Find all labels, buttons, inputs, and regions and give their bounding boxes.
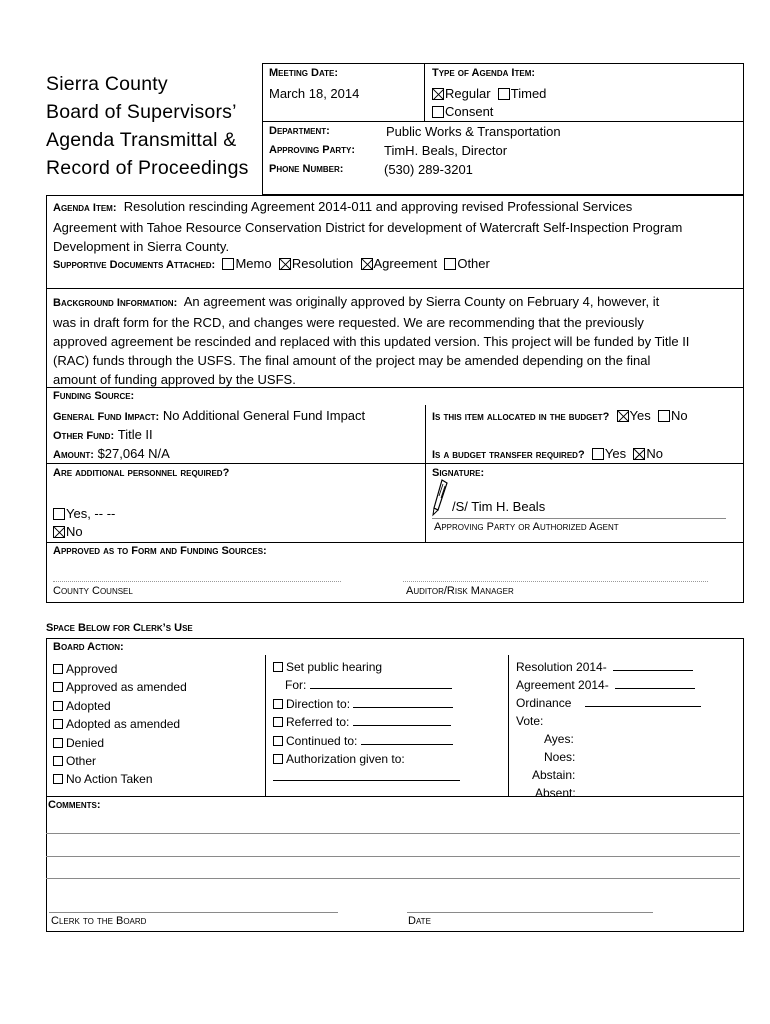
- approving-agent-label: Approving Party or Authorized Agent: [434, 521, 619, 533]
- abstain-label: Abstain:: [532, 768, 576, 782]
- agreement-number-label: Agreement 2014-: [516, 678, 609, 692]
- clerk-signature-line[interactable]: [49, 912, 338, 913]
- budget-alloc-no-checkbox[interactable]: [658, 410, 670, 422]
- background-text: was in draft form for the RCD, and changes were requested. We are recommending that the previously: [53, 315, 644, 330]
- continued-checkbox[interactable]: [273, 736, 283, 746]
- title-line: Board of Supervisors’: [46, 101, 237, 123]
- regular-label: Regular: [445, 86, 491, 101]
- for-label: For:: [285, 678, 307, 693]
- pen-icon: [430, 478, 450, 518]
- action-label: Approved: [66, 662, 118, 676]
- comments-line[interactable]: [46, 856, 740, 857]
- budget-alloc-yes-checkbox[interactable]: [617, 410, 629, 422]
- phone-number: (530) 289-3201: [384, 162, 473, 177]
- set-hearing-checkbox[interactable]: [273, 662, 283, 672]
- other-action-checkbox[interactable]: [53, 756, 63, 766]
- continued-label: Continued to:: [286, 733, 358, 748]
- yes-label: Yes: [629, 408, 651, 423]
- budget-transfer: [432, 446, 663, 461]
- agreement-number-field[interactable]: [615, 677, 695, 689]
- budget-transfer-label: Is a budget transfer required?: [432, 449, 585, 461]
- clerk-use-label: Space Below for Clerk’s Use: [46, 622, 193, 634]
- other-fund-label: Other Fund:: [53, 430, 115, 442]
- vote-label: Vote:: [516, 714, 544, 728]
- county-counsel-label: County Counsel: [53, 585, 133, 597]
- budget-transfer-no-checkbox[interactable]: [633, 448, 645, 460]
- title-line: Record of Proceedings: [46, 157, 249, 179]
- agenda-item-text: Agreement with Tahoe Resource Conservation District for development of Watercraft Self-Inspection Program: [53, 220, 683, 235]
- background-text: An agreement was originally approved by Sierra County on February 4, however, it: [183, 294, 660, 309]
- referred-checkbox[interactable]: [273, 717, 283, 727]
- personnel-label: Are additional personnel required?: [53, 467, 230, 479]
- title-line: Agenda Transmittal &: [46, 129, 237, 151]
- personnel-no-checkbox[interactable]: [53, 526, 65, 538]
- funding-source-label: Funding Source:: [53, 390, 135, 402]
- agenda-item-text: Development in Sierra County.: [53, 239, 230, 254]
- memo-label: Memo: [235, 256, 272, 271]
- amount-value: $27,064 N/A: [97, 446, 170, 461]
- department-label: Department:: [269, 125, 330, 137]
- no-label: No: [670, 408, 688, 423]
- action-label: Adopted: [66, 698, 111, 713]
- approved-checkbox[interactable]: [53, 664, 63, 674]
- no-action-checkbox[interactable]: [53, 774, 63, 784]
- department: Public Works & Transportation: [386, 124, 561, 139]
- meeting-date: March 18, 2014: [269, 86, 360, 101]
- yes-label: Yes: [604, 446, 627, 461]
- agreement-checkbox[interactable]: [361, 258, 373, 270]
- approved-amended-checkbox[interactable]: [53, 682, 63, 692]
- background-text: amount of funding approved by the USFS.: [53, 372, 296, 387]
- set-hearing-label: Set public hearing: [286, 660, 383, 674]
- other-fund: [53, 427, 153, 442]
- ayes-label: Ayes:: [544, 732, 574, 746]
- no-label: No: [646, 446, 663, 461]
- regular-checkbox[interactable]: [432, 88, 444, 100]
- other-checkbox[interactable]: [444, 258, 456, 270]
- agenda-type-label: Type of Agenda Item:: [432, 67, 536, 79]
- resolution-label: Resolution: [291, 256, 354, 271]
- background-info: [53, 292, 743, 389]
- action-label: Adopted as amended: [66, 717, 181, 732]
- amount: [53, 446, 170, 461]
- consent-checkbox[interactable]: [432, 106, 444, 118]
- general-fund-impact: [53, 408, 365, 423]
- agenda-item-text: Resolution rescinding Agreement 2014-011 and approving revised Professional Services: [123, 199, 633, 214]
- agreement-label: Agreement: [373, 256, 438, 271]
- other-label: Other: [457, 256, 490, 271]
- authorization-field[interactable]: [273, 780, 460, 781]
- clerk-label: Clerk to the Board: [51, 915, 147, 927]
- direction-field[interactable]: [353, 696, 453, 708]
- signature-label: Signature:: [432, 467, 485, 479]
- budget-transfer-yes-checkbox[interactable]: [592, 448, 604, 460]
- agenda-item-label: Agenda Item:: [53, 202, 117, 214]
- noes-label: Noes:: [544, 750, 576, 764]
- board-action-list: [53, 660, 187, 789]
- approving-party-label: Approving Party:: [269, 144, 356, 156]
- direction-checkbox[interactable]: [273, 699, 283, 709]
- action-label: Other: [66, 754, 97, 769]
- consent-label: Consent: [445, 104, 494, 119]
- agenda-type-options: [432, 86, 546, 101]
- timed-label: Timed: [510, 86, 547, 101]
- personnel-yes-checkbox[interactable]: [53, 508, 65, 520]
- form-title: [46, 70, 249, 182]
- budget-allocated: [432, 408, 688, 423]
- hearing-directions: [273, 658, 453, 768]
- action-label: Approved as amended: [66, 680, 187, 695]
- resolution-number-field[interactable]: [613, 659, 693, 671]
- resolution-number-label: Resolution 2014-: [516, 660, 607, 674]
- referred-label: Referred to:: [286, 715, 350, 730]
- action-label: No Action Taken: [66, 772, 153, 787]
- budget-alloc-label: Is this item allocated in the budget?: [432, 411, 610, 423]
- adopted-checkbox[interactable]: [53, 701, 63, 711]
- background-text: approved agreement be rescinded and replaced with this updated version. This project will be funded by Title II: [53, 334, 690, 349]
- timed-checkbox[interactable]: [498, 88, 510, 100]
- supporting-docs-label: Supportive Documents Attached:: [53, 259, 216, 271]
- supporting-documents: [53, 256, 490, 271]
- signature-value: /S/ Tim H. Beals: [452, 499, 546, 514]
- adopted-amended-checkbox[interactable]: [53, 719, 63, 729]
- record-numbers: [516, 658, 701, 802]
- date-label: Date: [408, 915, 431, 927]
- approving-party: TimH. Beals, Director: [384, 143, 508, 158]
- absent-label: Absent:: [535, 786, 576, 800]
- comments-line[interactable]: [46, 833, 740, 834]
- memo-checkbox[interactable]: [222, 258, 234, 270]
- for-field[interactable]: [310, 677, 452, 689]
- approved-form-label: Approved as to Form and Funding Sources:: [53, 545, 267, 557]
- amount-label: Amount:: [53, 449, 94, 461]
- comments-label: Comments:: [48, 799, 101, 811]
- ordinance-label: Ordinance: [516, 696, 572, 710]
- direction-label: Direction to:: [286, 696, 351, 711]
- authorization-label: Authorization given to:: [286, 752, 405, 767]
- date-line[interactable]: [407, 912, 653, 913]
- gf-impact-value: No Additional General Fund Impact: [162, 408, 366, 423]
- personnel-no-label: No: [66, 524, 83, 539]
- resolution-checkbox[interactable]: [279, 258, 291, 270]
- meeting-date-label: Meeting Date:: [269, 67, 339, 79]
- gf-impact-label: General Fund Impact:: [53, 411, 160, 423]
- phone-label: Phone Number:: [269, 163, 344, 175]
- board-action-label: Board Action:: [53, 641, 124, 653]
- referred-field[interactable]: [353, 714, 451, 726]
- background-text: (RAC) funds through the USFS. The final amount of the project may be amended depending on the final: [53, 353, 651, 368]
- background-label: Background Information:: [53, 297, 178, 309]
- title-line: Sierra County: [46, 73, 168, 95]
- action-label: Denied: [66, 735, 105, 750]
- other-fund-value: Title II: [117, 427, 153, 442]
- continued-field[interactable]: [361, 733, 453, 745]
- auditor-label: Auditor/Risk Manager: [406, 585, 514, 597]
- authorization-checkbox[interactable]: [273, 754, 283, 764]
- agenda-item: [53, 197, 741, 256]
- ordinance-field[interactable]: [585, 695, 701, 707]
- comments-line[interactable]: [46, 878, 740, 879]
- denied-checkbox[interactable]: [53, 738, 63, 748]
- personnel-yes-label: Yes, -- --: [66, 506, 116, 521]
